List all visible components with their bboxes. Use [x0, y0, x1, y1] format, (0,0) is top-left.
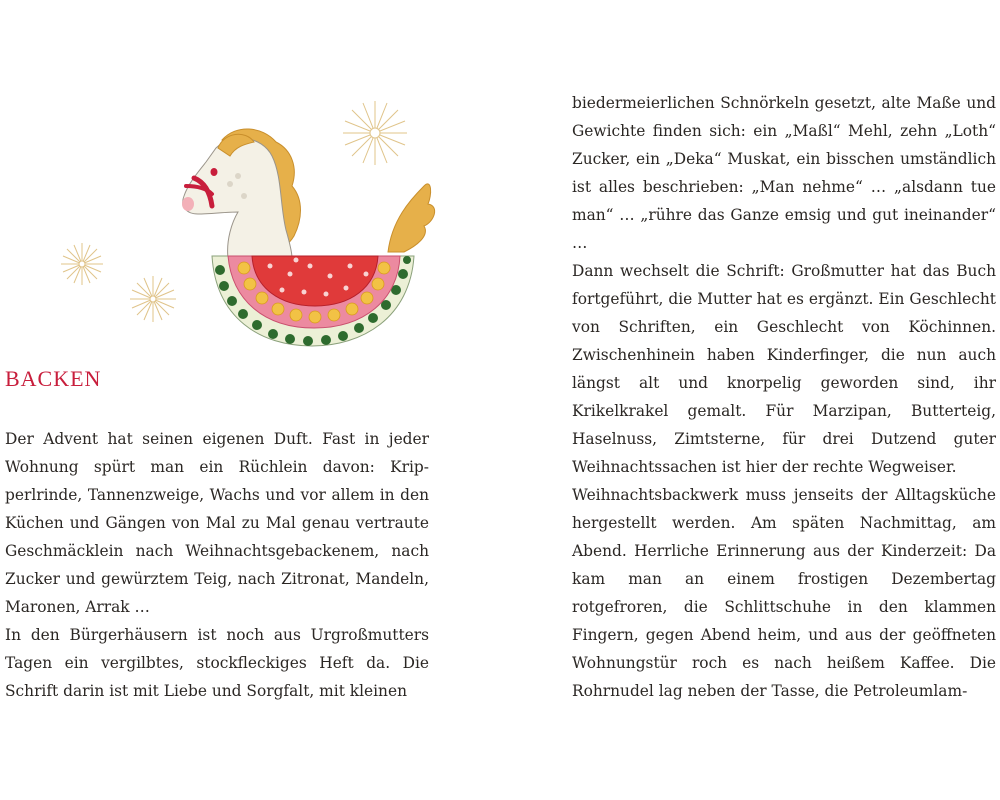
paragraph: In den Bürgerhäusern ist noch aus Urgroßmutters Tagen ein vergilbtes, stockfleckiges Heft da. Die Schrift darin ist mit Liebe und Sorgfalt, mit kleinen [5, 626, 429, 700]
paragraph: biedermeierlichen Schnörkeln gesetzt, alte Maße und Gewichte finden sich: ein „Maßl“ Mehl, zehn „Loth“ Zucker, ein „Deka“ Muskat, ein bisschen umständlich ist alles beschrieben: „Man nehme“ … „alsdann tue man“ … „rühre das Ganze emsig und gut ineinander“ … [572, 94, 996, 252]
paragraph: Dann wechselt die Schrift: Großmutter hat das Buch fortgeführt, die Mutter hat es ergänzt. Ein Geschlecht von Schriften, ein Geschlecht von Köchinnen. Zwischenhinein haben Kinderfinger, die nun auch längst alt und knorpelig geworden sind, ihr Krikelkrakel gemalt. Für Marzipan, Butterteig, Haselnuss, Zimtsterne, für drei Dutzend guter Weihnachtssachen ist hier der rechte Wegweiser. [572, 262, 996, 476]
sparkle-star-icon [130, 276, 176, 322]
right-text-column [572, 89, 996, 705]
sparkle-star-icon [343, 101, 407, 165]
paragraph: Der Advent hat seinen eigenen Duft. Fast in jeder Wohnung spürt man ein Rüchlein davon: Kripperlrinde, Tannenzweige, Wachs und vor allem in den Küchen und Gängen von Mal zu Mal genau vertraute Geschmäcklein nach Weihnachtsgebackenem, nach Zucker und gewürztem Teig, nach Zitronat, Mandeln, Maronen, Arrak … [5, 430, 429, 616]
right-page [500, 0, 1000, 800]
sparkle-star-icon [61, 243, 103, 285]
section-heading: BACKEN [5, 366, 102, 391]
left-text-column [5, 425, 429, 705]
paragraph: Weihnachtsbackwerk muss jenseits der Alltagsküche hergestellt werden. Am späten Nachmittag, am Abend. Herrliche Erinnerung aus der Kinderzeit: Da kam man an einem frostigen Dezembertag rotgefroren, die Schlittschuhe in den klammen Fingern, gegen Abend heim, und aus der geöffneten Wohnungstür roch es nach heißem Kaffee. Die Rohrnudel lag neben der Tasse, die Petroleumlam- [572, 486, 996, 700]
rocking-horse-illustration [50, 90, 450, 360]
